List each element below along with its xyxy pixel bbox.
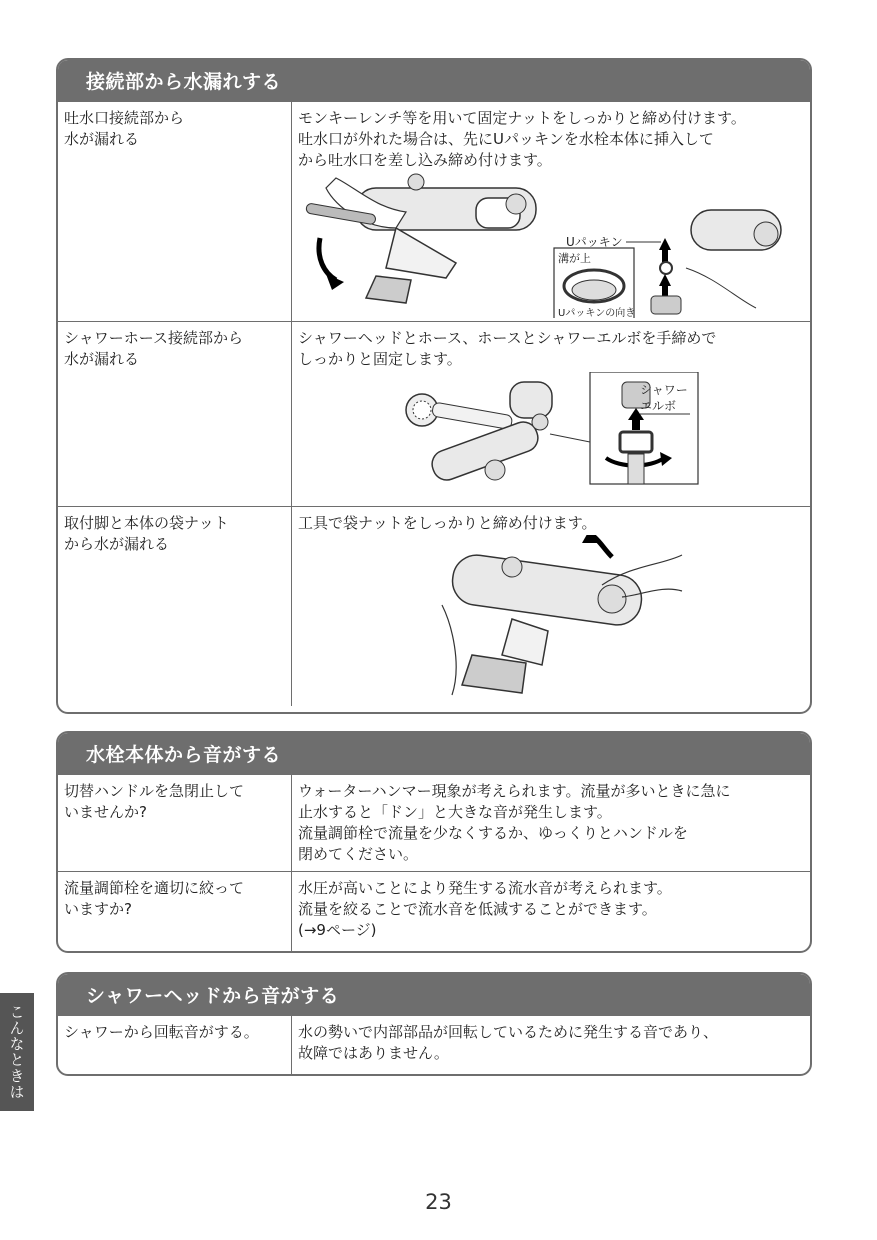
remedy-cell: [292, 775, 810, 871]
elbow-label-line2: エルボ: [640, 399, 677, 413]
u-packing-label: Uパッキン: [566, 235, 623, 249]
cap-nut-illustration: [432, 535, 692, 700]
section-noise-from-shower: [56, 972, 812, 1076]
section-water-leak-connection: [56, 58, 812, 714]
remedy-text: シャワーヘッドとホース、ホースとシャワーエルボを手締めで しっかりと固定します。: [298, 329, 717, 368]
remedy-text: ウォーターハンマー現象が考えられます。流量が多いときに急に 止水すると「ドン」と大きな音が発生します。 流量調節栓で流量を少なくするか、ゆっくりとハンドルを 閉めてください。: [298, 782, 731, 863]
table-row: [58, 871, 810, 952]
page-number: 23: [425, 1190, 452, 1214]
cause-cell: シャワーから回転音がする。: [58, 1016, 292, 1074]
section-title: 接続部から水漏れする: [58, 60, 810, 102]
table-row: [58, 506, 810, 706]
remedy-cell: [292, 872, 810, 952]
cause-cell: 取付脚と本体の袋ナット から水が漏れる: [58, 507, 292, 706]
remedy-cell: [292, 322, 810, 506]
section-title: シャワーヘッドから音がする: [58, 974, 810, 1016]
cause-cell: 吐水口接続部から 水が漏れる: [58, 102, 292, 321]
cause-cell: シャワーホース接続部から 水が漏れる: [58, 322, 292, 506]
remedy-text: 水圧が高いことにより発生する流水音が考えられます。 流量を絞ることで流水音を低減することができます。 (→9ページ): [298, 879, 672, 939]
remedy-text: モンキーレンチ等を用いて固定ナットをしっかりと締め付けます。 吐水口が外れた場合は、先にUパッキンを水栓本体に挿入して から吐水口を差し込み締め付けます。: [298, 109, 746, 169]
table-row: [58, 321, 810, 506]
section-noise-from-body: [56, 731, 812, 953]
cause-cell: 流量調節栓を適切に絞って いますか?: [58, 872, 292, 952]
section-title: 水栓本体から音がする: [58, 733, 810, 775]
cause-cell: 切替ハンドルを急閉止して いませんか?: [58, 775, 292, 871]
remedy-cell: [292, 1016, 810, 1074]
shower-hose-illustration: [400, 372, 700, 498]
table-row: [58, 775, 810, 871]
packing-direction-label: Uパッキンの向き: [558, 308, 636, 318]
table-row: [58, 102, 810, 321]
remedy-text: 工具で袋ナットをしっかりと締め付けます。: [298, 514, 597, 532]
table-row: [58, 1016, 810, 1074]
groove-up-label: 溝が上: [558, 252, 591, 265]
elbow-label-line1: シャワー: [640, 383, 688, 397]
remedy-cell: [292, 102, 810, 321]
remedy-text: 水の勢いで内部部品が回転しているために発生する音であり、 故障ではありません。: [298, 1023, 719, 1062]
spout-wrench-illustration: [296, 168, 808, 318]
remedy-cell: [292, 507, 810, 706]
side-index-tab: こんなときは: [0, 993, 34, 1111]
